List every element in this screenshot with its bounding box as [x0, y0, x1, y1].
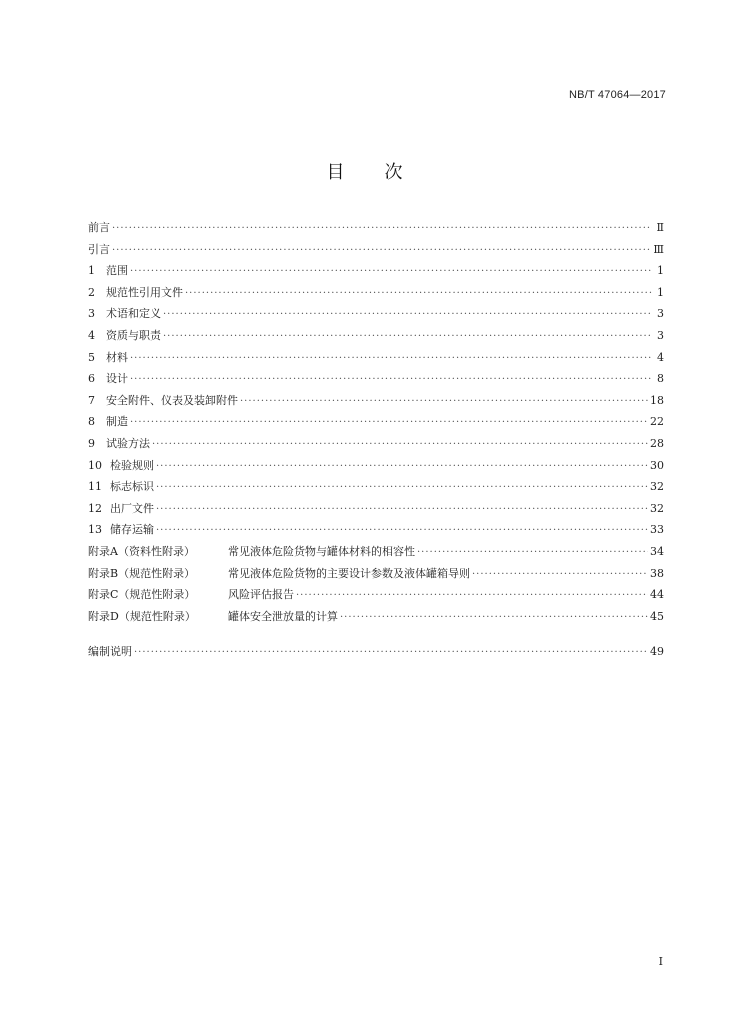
toc-entry-label: 检验规则	[110, 458, 154, 472]
toc-leader-dots	[130, 412, 648, 434]
toc-entry-label: 制造	[106, 415, 128, 429]
toc-entry-page: 44	[650, 588, 664, 602]
toc-entry-chapter-10[interactable]	[88, 455, 664, 477]
toc-entry-introduction[interactable]	[88, 239, 664, 261]
toc-entry-label: 编制说明	[88, 645, 132, 659]
toc-entry-number: 11	[88, 480, 102, 494]
toc-entry-number: 8	[88, 415, 95, 429]
toc-entry-label: 风险评估报告	[228, 588, 294, 602]
toc-entry-page: Ⅲ	[653, 242, 664, 256]
toc-entry-label: 材料	[106, 350, 128, 364]
toc-entry-label: 安全附件、仪表及装卸附件	[106, 393, 238, 407]
toc-entry-appendix-d[interactable]	[88, 606, 664, 628]
toc-entry-label: 标志标识	[110, 480, 154, 494]
toc-entry-page: 1	[657, 264, 664, 278]
toc-entry-number: 10	[88, 458, 102, 472]
toc-entry-page: 4	[657, 350, 664, 364]
toc-appendix-code: 附录B（规范性附录）	[88, 566, 196, 580]
toc-entry-chapter-1[interactable]	[88, 260, 664, 282]
toc-entry-number: 1	[88, 264, 95, 278]
toc-entry-chapter-13[interactable]	[88, 519, 664, 541]
toc-entry-chapter-11[interactable]	[88, 476, 664, 498]
toc-leader-dots	[112, 240, 651, 262]
toc-entry-number: 9	[88, 436, 95, 450]
toc-entry-label: 试验方法	[106, 436, 150, 450]
toc-leader-dots	[417, 542, 648, 564]
toc-entry-label: 常见液体危险货物的主要设计参数及液体罐箱导则	[228, 566, 470, 580]
toc-appendix-code: 附录D（规范性附录）	[88, 609, 196, 623]
toc-entry-label: 储存运输	[110, 523, 154, 537]
toc-appendix-code: 附录A（资料性附录）	[88, 544, 195, 558]
toc-leader-dots	[130, 261, 652, 283]
toc-leader-dots	[240, 391, 648, 413]
toc-entry-number: 7	[88, 393, 95, 407]
toc-entry-label: 罐体安全泄放量的计算	[228, 609, 338, 623]
toc-entry-number: 4	[88, 328, 95, 342]
toc-entry-label: 常见液体危险货物与罐体材料的相容性	[228, 544, 415, 558]
toc-entry-label: 引言	[88, 242, 110, 256]
toc-entry-chapter-7[interactable]	[88, 390, 664, 412]
toc-leader-dots	[152, 434, 648, 456]
page-number: Ⅰ	[658, 955, 663, 968]
toc-entry-chapter-6[interactable]	[88, 368, 664, 390]
toc-entry-chapter-2[interactable]	[88, 282, 664, 304]
table-of-contents	[88, 217, 664, 663]
toc-entry-label: 出厂文件	[110, 501, 154, 515]
toc-entry-number: 2	[88, 285, 95, 299]
toc-entry-page: 1	[657, 285, 664, 299]
toc-entry-appendix-b[interactable]	[88, 563, 664, 585]
toc-leader-dots	[163, 326, 652, 348]
toc-leader-dots	[296, 585, 648, 607]
toc-entry-chapter-12[interactable]	[88, 498, 664, 520]
toc-leader-dots	[130, 369, 652, 391]
toc-leader-dots	[163, 304, 652, 326]
toc-leader-dots	[156, 456, 648, 478]
toc-entry-page: 30	[650, 458, 664, 472]
toc-entry-page: 34	[650, 544, 664, 558]
toc-entry-label: 资质与职责	[106, 328, 161, 342]
page-title: 目次	[326, 162, 443, 183]
toc-entry-chapter-3[interactable]	[88, 303, 664, 325]
toc-entry-page: 32	[650, 501, 664, 515]
toc-leader-dots	[134, 642, 648, 664]
toc-leader-dots	[472, 564, 648, 586]
toc-leader-dots	[112, 218, 652, 240]
toc-leader-dots	[340, 607, 648, 629]
toc-leader-dots	[156, 477, 648, 499]
toc-entry-page: 49	[650, 645, 664, 659]
toc-entry-page: 18	[650, 393, 664, 407]
toc-entry-chapter-8[interactable]	[88, 411, 664, 433]
toc-entry-page: 38	[650, 566, 664, 580]
toc-entry-label: 术语和定义	[106, 307, 161, 321]
toc-entry-page: 22	[650, 415, 664, 429]
toc-entry-page: 45	[650, 609, 664, 623]
toc-entry-label: 前言	[88, 221, 110, 234]
toc-entry-chapter-5[interactable]	[88, 347, 664, 369]
toc-entry-appendix-a[interactable]	[88, 541, 664, 563]
toc-entry-page: 32	[650, 480, 664, 494]
toc-entry-page: 28	[650, 436, 664, 450]
toc-entry-number: 5	[88, 350, 95, 364]
toc-entry-page: 33	[650, 523, 664, 537]
toc-entry-appendix-c[interactable]	[88, 584, 664, 606]
toc-entry-number: 6	[88, 372, 95, 386]
toc-entry-number: 13	[88, 523, 102, 537]
toc-entry-chapter-4[interactable]	[88, 325, 664, 347]
toc-entry-compilation-notes[interactable]	[88, 641, 664, 663]
toc-entry-page: Ⅱ	[656, 221, 664, 234]
toc-entry-label: 设计	[106, 372, 128, 386]
toc-entry-number: 3	[88, 307, 95, 321]
toc-entry-page: 8	[657, 372, 664, 386]
toc-leader-dots	[156, 520, 648, 542]
toc-leader-dots	[156, 499, 648, 521]
toc-leader-dots	[185, 283, 652, 305]
toc-entry-preface[interactable]	[88, 217, 664, 239]
toc-entry-chapter-9[interactable]	[88, 433, 664, 455]
toc-entry-page: 3	[657, 328, 664, 342]
toc-entry-page: 3	[657, 307, 664, 321]
toc-leader-dots	[130, 348, 652, 370]
toc-entry-number: 12	[88, 501, 102, 515]
document-code: NB/T 47064—2017	[569, 89, 666, 101]
toc-entry-label: 范围	[106, 264, 128, 278]
toc-entry-label: 规范性引用文件	[106, 285, 183, 299]
toc-appendix-code: 附录C（规范性附录）	[88, 588, 196, 602]
